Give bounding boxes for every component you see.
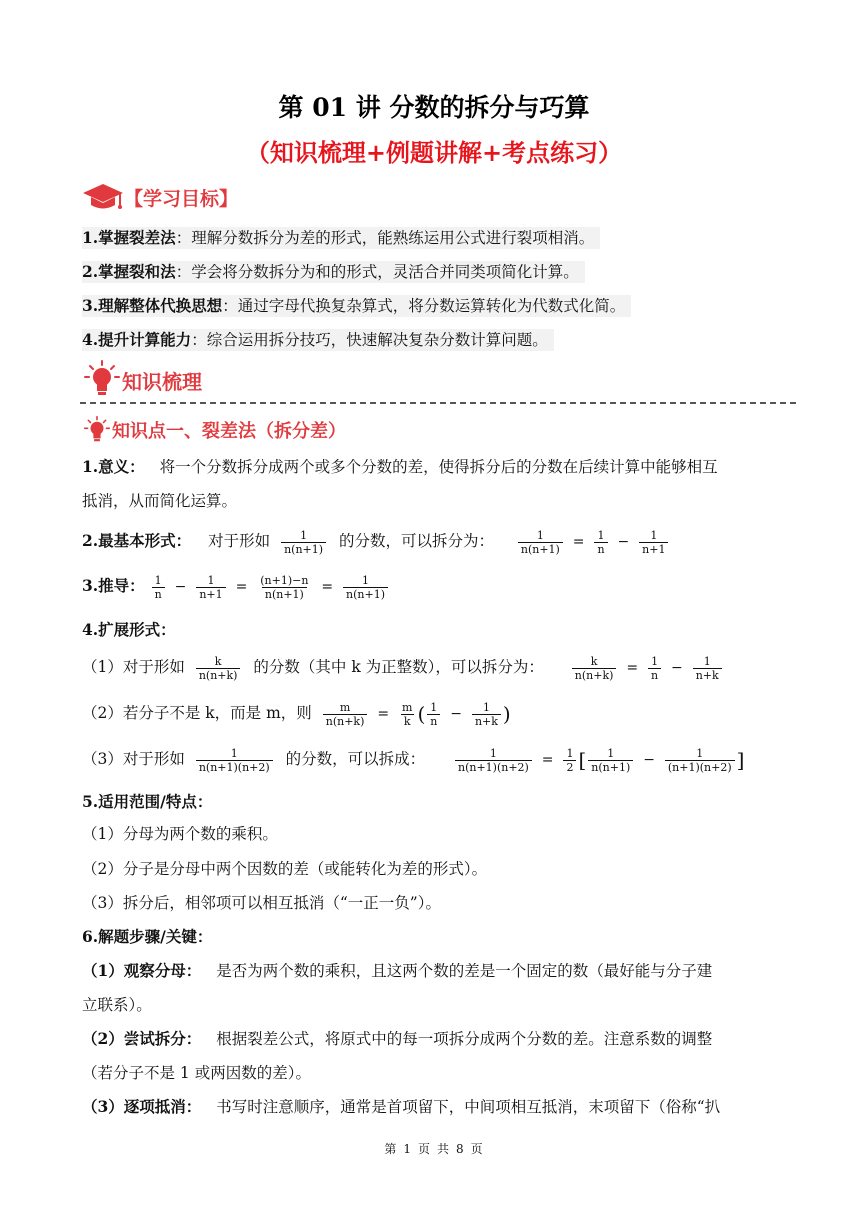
goal-item [82,227,600,249]
derivation-line [82,568,390,605]
numerator: 1 [651,654,659,668]
meaning-label: 1.意义： [82,457,145,476]
knowledge-header [84,360,344,396]
scope-item: （1）分母为两个数的乘积。 [82,825,278,843]
denominator: n(n+1)(n+2) [196,760,273,774]
denominator: n+k [693,668,722,682]
step-label: （2）尝试拆分： [82,1029,202,1048]
lightbulb-icon [84,360,120,396]
fraction [594,529,607,556]
denominator: n(n+1) [262,587,307,601]
right-bracket: ] [736,748,745,772]
step-line [82,960,712,982]
step-text: 根据裂差公式，将原式中的每一项拆分成两个分数的差。注意系数的调整 [216,1030,713,1048]
goals-header-label: 【学习目标】 [124,188,239,210]
fraction [693,655,722,682]
meaning-text: 将一个分数拆分成两个或多个分数的差，使得拆分后的分数在后续计算中能够相互 [159,458,718,476]
point-one-header [84,414,414,444]
footer-text: 页 [417,1142,431,1156]
denominator: n(n+1) [343,587,388,601]
numerator: 1 [607,746,615,760]
fraction [281,529,326,556]
fraction [518,529,563,556]
minus-sign: − [671,660,683,676]
fraction [427,701,440,728]
meaning-line [82,456,718,478]
denominator: n(n+k) [323,714,368,728]
basic-text: 对于形如 [208,532,271,550]
denominator: n+k [472,714,501,728]
fraction [572,655,617,682]
page-footer [0,1140,868,1157]
page-subtitle: （知识梳理+例题讲解+考点练习） [245,138,623,167]
equals-sign: = [321,579,334,595]
minus-sign: − [617,534,630,550]
step-line-cont: （若分子不是 1 或两因数的差）。 [82,1064,311,1082]
numerator: 1 [482,700,490,714]
denominator: n(n+1)(n+2) [455,760,532,774]
graduation-cap-icon [82,182,124,212]
denominator: (n+1)(n+2) [665,760,735,774]
left-paren: ( [417,702,426,726]
page-number: 1 [403,1142,412,1156]
numerator: k [590,654,598,668]
numerator: 1 [207,573,215,587]
basic-text: 的分数，可以拆分为： [338,532,494,550]
numerator: 1 [566,746,574,760]
meaning-line-2: 抵消，从而简化运算。 [82,492,238,510]
scope-label: 5.适用范围/特点： [82,792,213,811]
footer-text: 第 [384,1142,398,1156]
fraction [639,529,668,556]
goal-item [82,261,585,283]
numerator: 1 [154,573,162,587]
numerator: 1 [230,746,238,760]
denominator: n [427,714,440,728]
goal-text: ：综合运用拆分技巧，快速解决复杂分数计算问题。 [191,331,548,349]
footer-text: 页 [470,1142,484,1156]
fraction [648,655,661,682]
denominator: n [594,542,607,556]
page-title: 第 01 讲 分数的拆分与巧算 [278,93,590,122]
ext-line-2 [82,696,511,731]
numerator: 1 [650,528,658,542]
denominator: 2 [563,760,576,774]
left-bracket: [ [578,748,587,772]
goal-label: 1.掌握裂差法 [82,228,176,247]
denominator: n [648,668,661,682]
denominator: n(n+k) [572,668,617,682]
numerator: m [402,700,413,714]
equals-sign: = [377,706,390,722]
denominator: n(n+1) [518,542,563,556]
equals-sign: = [626,660,639,676]
lightbulb-icon [84,415,110,443]
fraction [563,747,576,774]
section-divider [80,402,796,404]
ext3-text: 的分数，可以拆成： [285,750,426,768]
numerator: 1 [703,654,711,668]
numerator: 1 [300,528,308,542]
goal-item [82,295,631,317]
numerator: (n+1)−n [260,573,309,587]
fraction [399,701,415,728]
ext1-text: 的分数（其中 k 为正整数），可以拆分为： [253,658,544,676]
numerator: 1 [536,528,544,542]
equals-sign: = [541,752,554,768]
denominator: n+1 [639,542,668,556]
numerator: 1 [362,573,370,587]
goal-item [82,329,554,351]
steps-label: 6.解题步骤/关键： [82,927,213,946]
fraction [196,655,241,682]
step-line-cont: 立联系）。 [82,996,152,1014]
goal-text: ：理解分数拆分为差的形式，能熟练运用公式进行裂项相消。 [175,229,595,247]
step-text: 书写时注意顺序，通常是首项留下，中间项相互抵消，末项留下（俗称“扒 [216,1098,721,1116]
denominator: n [152,587,165,601]
numerator: 1 [430,700,438,714]
goal-label: 2.掌握裂和法 [82,262,176,281]
denominator: n+1 [196,587,225,601]
fraction [472,701,501,728]
denominator: n(n+k) [196,668,241,682]
step-line [82,1028,712,1050]
denominator: k [401,714,414,728]
goal-label: 4.提升计算能力 [82,330,192,349]
basic-form-line [82,524,670,559]
numerator: 1 [489,746,497,760]
step-label: （1）观察分母： [82,961,202,980]
fraction [343,574,388,601]
scope-item: （2）分子是分母中两个因数的差（或能转化为差的形式）。 [82,860,488,878]
denominator: n(n+1) [281,542,326,556]
goal-label: 3.理解整体代换思想 [82,296,223,315]
step-line [82,1096,720,1118]
fraction [152,574,165,601]
goal-text: ：学会将分数拆分为和的形式，灵活合并同类项简化计算。 [175,263,579,281]
fraction [323,701,368,728]
ext1-text: （1）对于形如 [82,658,185,676]
step-label: （3）逐项抵消： [82,1097,202,1116]
equals-sign: = [235,579,248,595]
numerator: k [214,654,222,668]
goal-text: ：通过字母代换复杂算式，将分数运算转化为代数式化简。 [222,297,626,315]
fraction [196,747,273,774]
fraction [588,747,633,774]
footer-text: 共 [437,1142,451,1156]
scope-item: （3）拆分后，相邻项可以相互抵消（“一正一负”）。 [82,894,441,912]
fraction [257,574,311,601]
ext3-text: （3）对于形如 [82,750,185,768]
numerator: 1 [597,528,605,542]
right-paren: ) [502,702,511,726]
ext-label: 4.扩展形式： [82,620,176,639]
minus-sign: − [450,706,463,722]
fraction [196,574,225,601]
knowledge-header-label: 知识梳理 [122,370,202,394]
numerator: 1 [696,746,704,760]
fraction [455,747,532,774]
ext-line-1 [82,650,724,685]
derive-label: 3.推导： [82,576,145,595]
ext2-text: （2）若分子不是 k，而是 m，则 [82,704,312,722]
denominator: n(n+1) [588,760,633,774]
step-text: 是否为两个数的乘积，且这两个数的差是一个固定的数（最好能与分子建 [216,962,713,980]
page-total: 8 [456,1142,465,1156]
basic-label: 2.最基本形式： [82,531,192,550]
goals-header [82,180,442,214]
equals-sign: = [572,534,585,550]
fraction [665,747,735,774]
numerator: m [339,700,351,714]
point-one-title: 知识点一、裂差法（拆分差） [112,421,346,442]
minus-sign: − [643,752,655,768]
minus-sign: − [174,579,187,595]
ext-line-3 [82,742,744,777]
